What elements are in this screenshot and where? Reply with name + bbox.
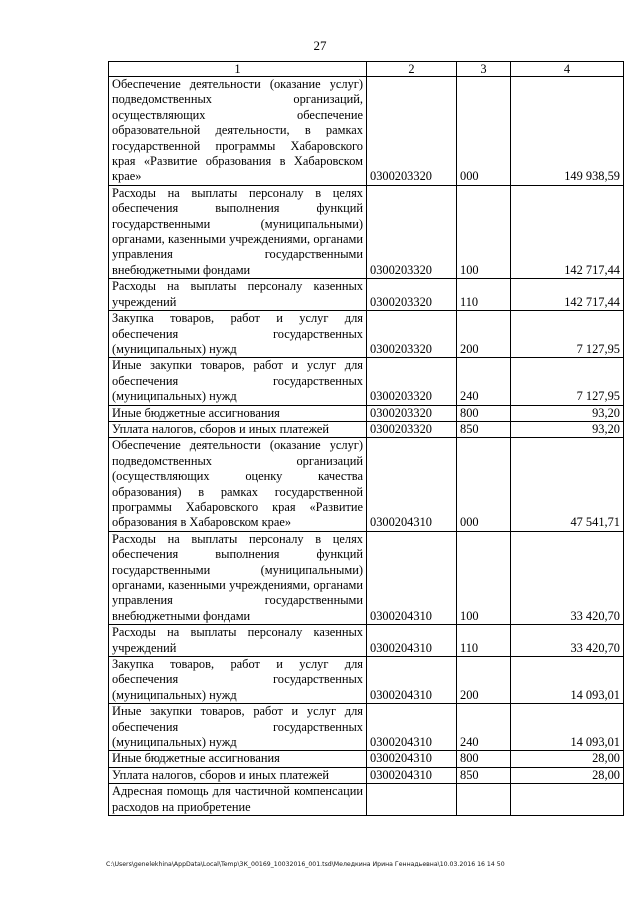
table-row — [109, 405, 624, 421]
table-row — [109, 311, 624, 358]
row-vr-cell: 850 — [457, 767, 511, 783]
column-header-vr: 3 — [457, 62, 511, 77]
table-row — [109, 704, 624, 751]
row-name-cell: Обеспечение деятельности (оказание услуг) подведомственных организаций, осуществляющих обеспечение образовательной деятельности, в рамках государственной программы Хабаровского края «Развитие образования в Хабаровском крае» — [109, 77, 367, 186]
row-csr-cell: 0300203320 — [367, 358, 457, 405]
row-sum-cell: 93,20 — [511, 421, 624, 437]
row-csr-cell: 0300204310 — [367, 438, 457, 531]
table-row — [109, 438, 624, 531]
row-csr-cell: 0300204310 — [367, 751, 457, 767]
row-csr-cell: 0300204310 — [367, 657, 457, 704]
row-csr-cell: 0300203320 — [367, 311, 457, 358]
row-sum-cell: 14 093,01 — [511, 657, 624, 704]
row-name-cell: Иные закупки товаров, работ и услуг для обеспечения государственных (муниципальных) нужд — [109, 704, 367, 751]
row-sum-cell: 93,20 — [511, 405, 624, 421]
row-sum-cell: 142 717,44 — [511, 279, 624, 311]
table-row — [109, 279, 624, 311]
budget-table — [108, 61, 624, 816]
page-number: 27 — [313, 38, 327, 53]
row-vr-cell: 240 — [457, 358, 511, 405]
table-row — [109, 358, 624, 405]
row-csr-cell: 0300203320 — [367, 77, 457, 186]
row-sum-cell: 149 938,59 — [511, 77, 624, 186]
row-name-cell: Уплата налогов, сборов и иных платежей — [109, 767, 367, 783]
table-row — [109, 421, 624, 437]
row-csr-cell: 0300203320 — [367, 279, 457, 311]
row-name-cell: Расходы на выплаты персоналу в целях обеспечения выполнения функций государственными (муниципальными) органами, казенными учреждениями, органами управления государственными внебюджетными фондами — [109, 531, 367, 624]
row-csr-cell: 0300204310 — [367, 531, 457, 624]
row-name-cell: Закупка товаров, работ и услуг для обеспечения государственных (муниципальных) нужд — [109, 311, 367, 358]
row-name-cell: Адресная помощь для частичной компенсации расходов на приобретение — [109, 784, 367, 816]
row-vr-cell — [457, 784, 511, 816]
row-vr-cell: 850 — [457, 421, 511, 437]
row-sum-cell: 33 420,70 — [511, 531, 624, 624]
row-sum-cell: 33 420,70 — [511, 625, 624, 657]
row-csr-cell: 0300204310 — [367, 767, 457, 783]
row-name-cell: Иные бюджетные ассигнования — [109, 751, 367, 767]
table-header-row — [109, 62, 624, 77]
row-sum-cell: 7 127,95 — [511, 358, 624, 405]
row-vr-cell: 110 — [457, 625, 511, 657]
row-vr-cell: 800 — [457, 405, 511, 421]
table-row — [109, 77, 624, 186]
row-vr-cell: 200 — [457, 311, 511, 358]
row-csr-cell: 0300203320 — [367, 421, 457, 437]
row-sum-cell: 28,00 — [511, 767, 624, 783]
row-name-cell: Уплата налогов, сборов и иных платежей — [109, 421, 367, 437]
row-sum-cell: 7 127,95 — [511, 311, 624, 358]
row-sum-cell: 47 541,71 — [511, 438, 624, 531]
column-header-csr: 2 — [367, 62, 457, 77]
table-row — [109, 531, 624, 624]
table-row — [109, 657, 624, 704]
row-csr-cell — [367, 784, 457, 816]
row-vr-cell: 000 — [457, 438, 511, 531]
row-name-cell: Иные закупки товаров, работ и услуг для обеспечения государственных (муниципальных) нужд — [109, 358, 367, 405]
row-vr-cell: 800 — [457, 751, 511, 767]
row-name-cell: Закупка товаров, работ и услуг для обеспечения государственных (муниципальных) нужд — [109, 657, 367, 704]
table-row — [109, 625, 624, 657]
row-vr-cell: 100 — [457, 531, 511, 624]
row-sum-cell: 28,00 — [511, 751, 624, 767]
row-vr-cell: 100 — [457, 185, 511, 278]
row-vr-cell: 200 — [457, 657, 511, 704]
table-row — [109, 185, 624, 278]
column-header-name: 1 — [109, 62, 367, 77]
row-sum-cell — [511, 784, 624, 816]
row-vr-cell: 240 — [457, 704, 511, 751]
row-name-cell: Расходы на выплаты персоналу казенных учреждений — [109, 625, 367, 657]
row-csr-cell: 0300203320 — [367, 185, 457, 278]
row-name-cell: Расходы на выплаты персоналу казенных учреждений — [109, 279, 367, 311]
row-name-cell: Иные бюджетные ассигнования — [109, 405, 367, 421]
table-row — [109, 784, 624, 816]
row-csr-cell: 0300203320 — [367, 405, 457, 421]
row-sum-cell: 142 717,44 — [511, 185, 624, 278]
table-row — [109, 751, 624, 767]
footer-file-path: C:\Users\genelekhina\AppData\Local\Temp\ЗК_00169_10032016_001.tsd\Меледкина Ирина Геннадьевна\10.03.2016 16 14 50 — [106, 861, 505, 868]
row-sum-cell: 14 093,01 — [511, 704, 624, 751]
row-csr-cell: 0300204310 — [367, 625, 457, 657]
table-row — [109, 767, 624, 783]
row-name-cell: Расходы на выплаты персоналу в целях обеспечения выполнения функций государственными (муниципальными) органами, казенными учреждениями, органами управления государственными внебюджетными фондами — [109, 185, 367, 278]
row-vr-cell: 000 — [457, 77, 511, 186]
row-csr-cell: 0300204310 — [367, 704, 457, 751]
column-header-sum: 4 — [511, 62, 624, 77]
row-name-cell: Обеспечение деятельности (оказание услуг) подведомственных организаций (осуществляющих оценку качества образования) в рамках государственной программы Хабаровского края «Развитие образования в Хабаровском крае» — [109, 438, 367, 531]
row-vr-cell: 110 — [457, 279, 511, 311]
